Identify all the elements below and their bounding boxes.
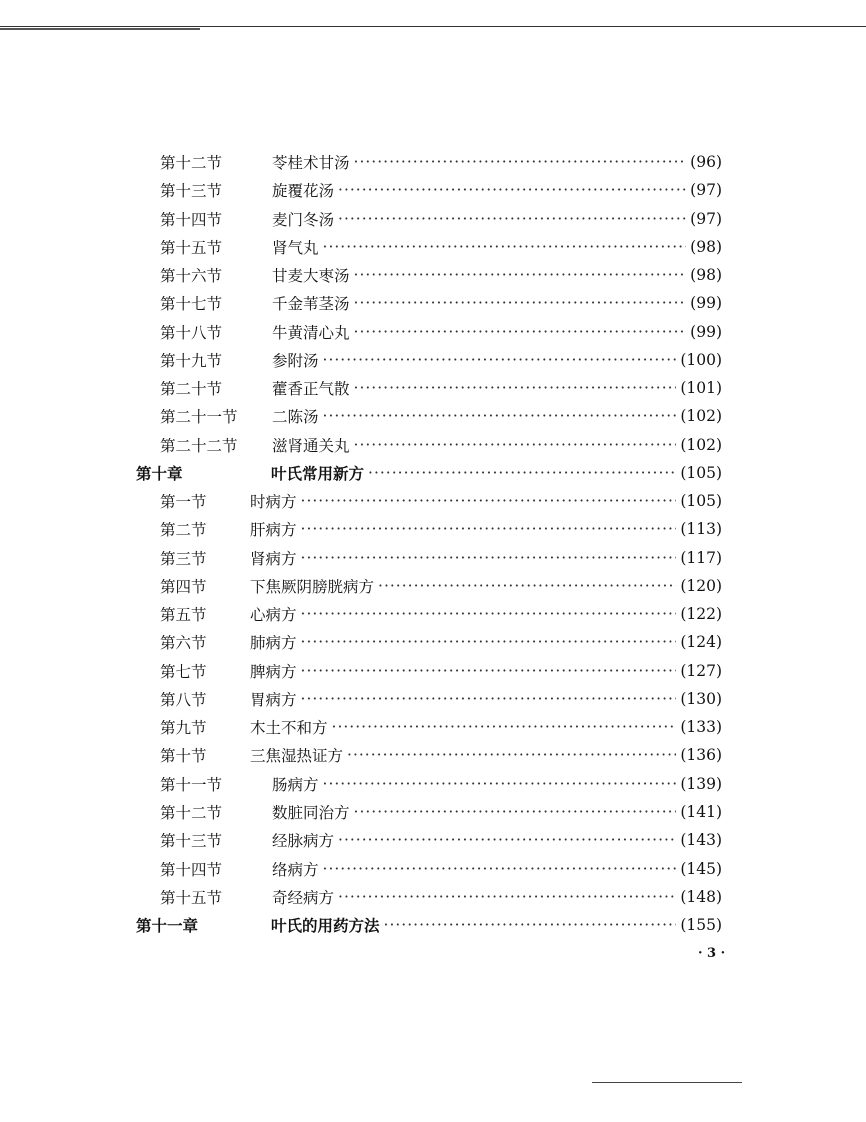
entry-label: 第二十节 xyxy=(160,380,223,398)
leader-dots xyxy=(384,916,677,934)
toc-chapter[interactable] xyxy=(136,913,722,937)
top-rule-accent xyxy=(0,28,200,30)
toc-entry[interactable] xyxy=(160,546,722,570)
leader-dots xyxy=(378,577,676,595)
entry-title: 下焦厥阴膀胱病方 xyxy=(250,578,375,596)
entry-page: (130) xyxy=(680,690,722,708)
leader-dots xyxy=(301,520,677,538)
entry-page: (133) xyxy=(680,718,722,736)
toc-entry[interactable] xyxy=(160,376,722,400)
toc-entry[interactable] xyxy=(160,207,722,231)
toc-entry[interactable] xyxy=(160,602,722,626)
leader-dots xyxy=(323,860,677,878)
entry-label: 第十四节 xyxy=(160,211,223,229)
entry-label: 第十一节 xyxy=(160,776,223,794)
entry-title: 络病方 xyxy=(272,861,319,879)
entry-title: 牛黄清心丸 xyxy=(272,324,350,342)
top-rule xyxy=(0,26,866,27)
entry-title: 叶氏的用药方法 xyxy=(271,916,380,935)
entry-label: 第十五节 xyxy=(160,239,223,257)
leader-dots xyxy=(368,464,676,482)
entry-page: (145) xyxy=(680,860,722,878)
entry-page: (98) xyxy=(690,238,722,256)
entry-title: 二陈汤 xyxy=(272,408,319,426)
entry-page: (120) xyxy=(680,577,722,595)
entry-page: (122) xyxy=(680,605,722,623)
entry-page: (102) xyxy=(680,407,722,425)
entry-title: 奇经病方 xyxy=(272,889,335,907)
toc-entry[interactable] xyxy=(160,320,722,344)
toc-entry[interactable] xyxy=(160,433,722,457)
entry-label: 第十三节 xyxy=(160,182,223,200)
leader-dots xyxy=(347,746,676,764)
entry-page: (102) xyxy=(680,436,722,454)
entry-label: 第十八节 xyxy=(160,324,223,342)
entry-title: 木土不和方 xyxy=(250,719,328,737)
entry-title: 脾病方 xyxy=(250,663,297,681)
entry-page: (97) xyxy=(690,210,722,228)
leader-dots xyxy=(338,831,676,849)
entry-title: 千金苇茎汤 xyxy=(272,295,350,313)
entry-page: (155) xyxy=(680,916,722,934)
entry-title: 三焦湿热证方 xyxy=(250,747,344,765)
leader-dots xyxy=(323,775,677,793)
entry-title: 叶氏常用新方 xyxy=(271,464,365,483)
leader-dots xyxy=(301,633,677,651)
entry-label: 第十二节 xyxy=(160,804,223,822)
entry-page: (117) xyxy=(680,549,722,567)
entry-label: 第十章 xyxy=(136,464,183,483)
toc-entry[interactable] xyxy=(160,630,722,654)
toc-chapter[interactable] xyxy=(136,461,722,485)
toc-entry[interactable] xyxy=(160,404,722,428)
entry-label: 第五节 xyxy=(160,606,207,624)
toc-entry[interactable] xyxy=(160,715,722,739)
entry-title: 藿香正气散 xyxy=(272,380,350,398)
entry-page: (99) xyxy=(690,294,722,312)
leader-dots xyxy=(354,294,687,312)
toc-entry[interactable] xyxy=(160,263,722,287)
toc-entry[interactable] xyxy=(160,828,722,852)
leader-dots xyxy=(354,379,677,397)
entry-title: 心病方 xyxy=(250,606,297,624)
leader-dots xyxy=(354,436,677,454)
page-number: · 3 · xyxy=(698,946,726,961)
leader-dots xyxy=(323,351,677,369)
entry-label: 第十二节 xyxy=(160,154,223,172)
entry-page: (99) xyxy=(690,323,722,341)
entry-title: 肾气丸 xyxy=(272,239,319,257)
entry-title: 麦门冬汤 xyxy=(272,211,335,229)
leader-dots xyxy=(332,718,677,736)
entry-page: (97) xyxy=(690,181,722,199)
leader-dots xyxy=(354,266,687,284)
entry-label: 第十六节 xyxy=(160,267,223,285)
entry-label: 第十四节 xyxy=(160,861,223,879)
entry-page: (100) xyxy=(680,351,722,369)
leader-dots xyxy=(338,181,686,199)
entry-label: 第二节 xyxy=(160,521,207,539)
entry-label: 第三节 xyxy=(160,550,207,568)
entry-title: 肾病方 xyxy=(250,550,297,568)
entry-label: 第十九节 xyxy=(160,352,223,370)
entry-title: 经脉病方 xyxy=(272,832,335,850)
entry-title: 甘麦大枣汤 xyxy=(272,267,350,285)
entry-page: (105) xyxy=(680,464,722,482)
entry-page: (136) xyxy=(680,746,722,764)
entry-label: 第十节 xyxy=(160,747,207,765)
entry-label: 第七节 xyxy=(160,663,207,681)
entry-title: 时病方 xyxy=(250,493,297,511)
entry-label: 第十七节 xyxy=(160,295,223,313)
entry-page: (105) xyxy=(680,492,722,510)
toc-entry[interactable] xyxy=(160,150,722,174)
toc-entry[interactable] xyxy=(160,291,722,315)
entry-page: (143) xyxy=(680,831,722,849)
entry-label: 第四节 xyxy=(160,578,207,596)
leader-dots xyxy=(301,492,677,510)
toc-entry[interactable] xyxy=(160,517,722,541)
leader-dots xyxy=(323,407,677,425)
leader-dots xyxy=(338,210,686,228)
entry-title: 旋覆花汤 xyxy=(272,182,335,200)
toc-entry[interactable] xyxy=(160,857,722,881)
toc-entry[interactable] xyxy=(160,885,722,909)
entry-title: 滋肾通关丸 xyxy=(272,437,350,455)
entry-title: 苓桂术甘汤 xyxy=(272,154,350,172)
entry-title: 肺病方 xyxy=(250,634,297,652)
toc-entry[interactable] xyxy=(160,743,722,767)
entry-label: 第六节 xyxy=(160,634,207,652)
entry-page: (127) xyxy=(680,662,722,680)
toc-entry[interactable] xyxy=(160,178,722,202)
leader-dots xyxy=(338,888,676,906)
entry-title: 肝病方 xyxy=(250,521,297,539)
toc-entry[interactable] xyxy=(160,574,722,598)
entry-page: (124) xyxy=(680,633,722,651)
leader-dots xyxy=(323,238,687,256)
entry-label: 第十五节 xyxy=(160,889,223,907)
toc-entry[interactable] xyxy=(160,348,722,372)
toc-entry[interactable] xyxy=(160,489,722,513)
entry-label: 第十三节 xyxy=(160,832,223,850)
entry-title: 参附汤 xyxy=(272,352,319,370)
entry-page: (148) xyxy=(680,888,722,906)
entry-title: 肠病方 xyxy=(272,776,319,794)
entry-label: 第十一章 xyxy=(136,916,199,935)
entry-title: 胃病方 xyxy=(250,691,297,709)
entry-page: (96) xyxy=(690,153,722,171)
toc-entry[interactable] xyxy=(160,235,722,259)
entry-label: 第八节 xyxy=(160,691,207,709)
entry-label: 第二十二节 xyxy=(160,437,238,455)
leader-dots xyxy=(301,605,677,623)
entry-page: (101) xyxy=(680,379,722,397)
leader-dots xyxy=(301,690,677,708)
entry-label: 第一节 xyxy=(160,493,207,511)
entry-page: (113) xyxy=(680,520,722,538)
entry-title: 数脏同治方 xyxy=(272,804,350,822)
leader-dots xyxy=(301,662,677,680)
entry-label: 第二十一节 xyxy=(160,408,238,426)
leader-dots xyxy=(301,549,677,567)
entry-label: 第九节 xyxy=(160,719,207,737)
toc-entry[interactable] xyxy=(160,687,722,711)
toc-entry[interactable] xyxy=(160,772,722,796)
entry-page: (141) xyxy=(680,803,722,821)
leader-dots xyxy=(354,323,687,341)
entry-page: (98) xyxy=(690,266,722,284)
toc-entry[interactable] xyxy=(160,800,722,824)
leader-dots xyxy=(354,803,677,821)
bottom-rule xyxy=(592,1082,742,1083)
leader-dots xyxy=(354,153,687,171)
entry-page: (139) xyxy=(680,775,722,793)
toc-entry[interactable] xyxy=(160,659,722,683)
